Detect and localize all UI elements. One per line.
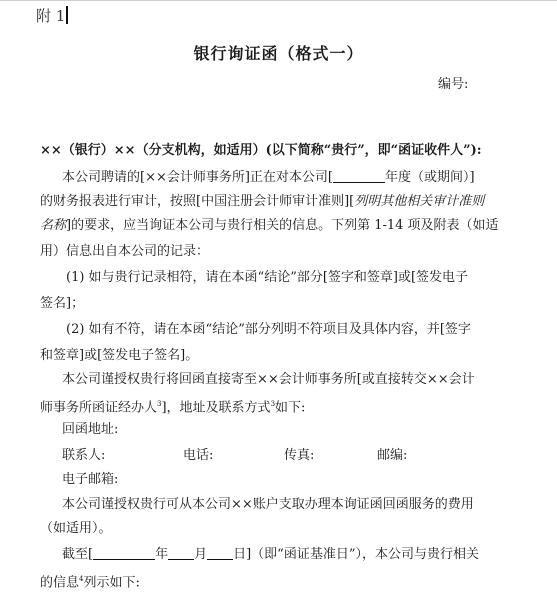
cutoff-month-blank bbox=[168, 546, 194, 560]
reply-address-label: 回函地址: bbox=[62, 422, 119, 437]
cutoff-year-blank bbox=[93, 546, 155, 560]
text-cursor bbox=[66, 6, 68, 24]
email-label: 电子邮箱: bbox=[62, 472, 119, 487]
paragraph-1-line-1: 本公司聘请的[××会计师事务所]正在对本公司[ 年度（或期间）] bbox=[62, 170, 475, 185]
fiscal-year-blank bbox=[333, 169, 385, 183]
paragraph-4-line-2: 的信息$^4$列示如下: bbox=[40, 575, 140, 591]
postcode-label: 邮编: bbox=[377, 448, 408, 463]
item-2-line-1: (2) 如有不符，请在本函“结论”部分列明不符项目及具体内容，并[签字 bbox=[66, 322, 471, 337]
paragraph-1-line-2: 的财务报表进行审计，按照[中国注册会计师审计准则][列明其他相关审计准则 bbox=[40, 194, 485, 209]
paragraph-4-line-1: 截至[ 年 月 日]（即“函证基准日”），本公司与贵行相关 bbox=[62, 547, 479, 562]
paragraph-1-line-3: 名称]的要求，应当询证本公司与贵行相关的信息。下列第 1-14 项及附表（如适 bbox=[40, 218, 499, 233]
paragraph-3-line-2: （如适用）。 bbox=[40, 521, 112, 536]
paragraph-2-line-2: 师事务所函证经办人$^3$]，地址及联系方式$^3$如下: bbox=[40, 400, 306, 416]
contact-person-label: 联系人: bbox=[62, 448, 106, 463]
reference-number-label: 编号: bbox=[438, 77, 469, 92]
cutoff-day-blank bbox=[207, 546, 233, 560]
fax-label: 传真: bbox=[284, 448, 315, 463]
paragraph-2-line-1: 本公司谨授权贵行将回函直接寄至××会计师事务所[或直接转交××会计 bbox=[62, 372, 475, 387]
paragraph-3-line-1: 本公司谨授权贵行可从本公司××账户支取办理本询证函回函服务的费用 bbox=[62, 497, 474, 512]
annex-label: 附 1 bbox=[36, 5, 68, 26]
paragraph-1-line-4: 用）信息出自本公司的记录： bbox=[40, 244, 210, 259]
addressee-line: ××（银行）××（分支机构，如适用）(以下简称“贵行”，即“函证收件人”): bbox=[40, 143, 482, 158]
document-title: 银行询证函（格式一） bbox=[193, 44, 364, 63]
item-2-line-2: 和签章]或[签发电子签名]。 bbox=[40, 348, 199, 363]
phone-label: 电话: bbox=[183, 448, 214, 463]
item-1-line-1: (1) 如与贵行记录相符，请在本函“结论”部分[签字和签章]或[签发电子 bbox=[66, 270, 469, 285]
item-1-line-2: 签名]； bbox=[40, 296, 85, 311]
